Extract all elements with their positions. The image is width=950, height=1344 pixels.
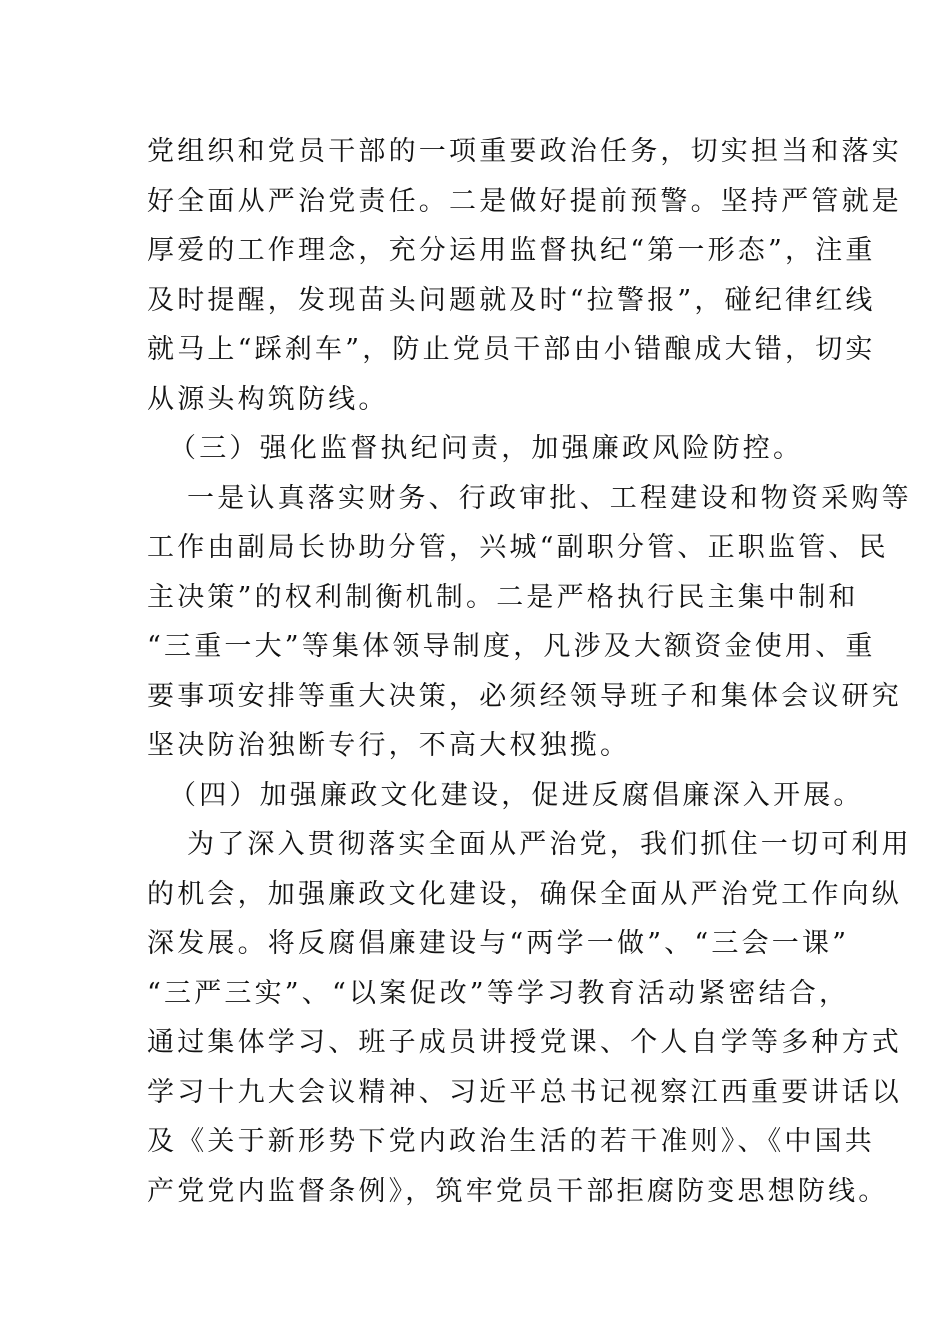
text-line: 学习十九大会议精神、习近平总书记视察江西重要讲话以 — [147, 1076, 902, 1108]
text-line: 从源头构筑防线。 — [147, 383, 389, 415]
text-line: 的机会，加强廉政文化建设，确保全面从严治党工作向纵 — [147, 878, 902, 910]
text-line: 党组织和党员干部的一项重要政治任务，切实担当和落实 — [147, 136, 902, 167]
text-line: 工作由副局长协助分管，兴城“副职分管、正职监管、民 — [147, 532, 889, 563]
section-heading-3: （三）强化监督执纪问责，加强廉政风险防控。 — [169, 433, 804, 464]
text-line: 产党党内监督条例》，筑牢党员干部拒腐防变思想防线。 — [147, 1175, 889, 1207]
text-line: 及时提醒，发现苗头问题就及时“拉警报”，碰纪律红线 — [147, 284, 876, 316]
text-line: 就马上“踩刹车”，防止党员干部由小错酿成大错，切实 — [147, 334, 876, 365]
text-line: 坚决防治独断专行，不高大权独揽。 — [147, 730, 631, 761]
text-line: 为了深入贯彻落实全面从严治党，我们抓住一切可利用 — [187, 829, 912, 860]
section-heading-4: （四）加强廉政文化建设，促进反腐倡廉深入开展。 — [169, 779, 864, 811]
text-line: “三重一大”等集体领导制度，凡涉及大额资金使用、重 — [147, 631, 876, 662]
text-line: 厚爱的工作理念，充分运用监督执纪“第一形态”，注重 — [147, 235, 876, 266]
text-line: 主决策”的权利制衡机制。二是严格执行民主集中制和 — [147, 581, 859, 613]
text-line: “三严三实”、“以案促改”等学习教育活动紧密结合， — [147, 977, 850, 1009]
text-line: 深发展。将反腐倡廉建设与“两学一做”、“三会一课” — [147, 928, 850, 959]
text-line: 通过集体学习、班子成员讲授党课、个人自学等多种方式 — [147, 1027, 902, 1058]
text-line: 好全面从严治党责任。二是做好提前预警。坚持严管就是 — [147, 185, 902, 217]
document-body — [147, 127, 912, 1216]
text-line: 及《关于新形势下党内政治生活的若干准则》、《中国共 — [147, 1126, 875, 1157]
text-line: 要事项安排等重大决策，必须经领导班子和集体会议研究 — [147, 680, 902, 712]
text-line: 一是认真落实财务、行政审批、工程建设和物资采购等 — [187, 482, 912, 514]
